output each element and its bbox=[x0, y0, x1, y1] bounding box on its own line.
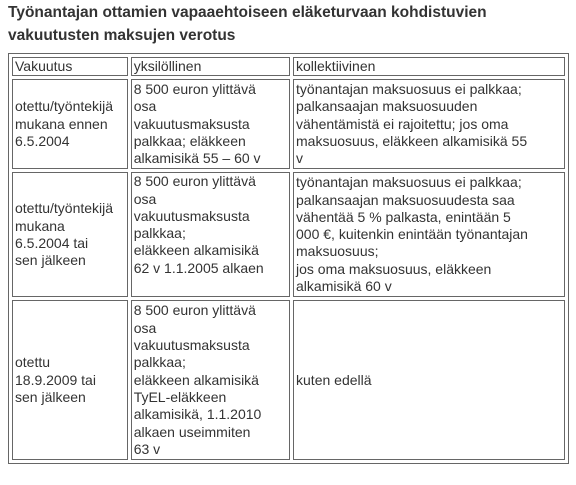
cell-yksilollinen bbox=[131, 172, 290, 297]
cell-line: palkansaajan maksuosuudesta saa bbox=[296, 191, 515, 208]
cell-line: työnantajan maksuosuus ei palkkaa; bbox=[296, 81, 522, 98]
cell-line: jos oma maksuosuus, eläkkeen bbox=[296, 260, 492, 277]
title-line-2: vakuutusten maksujen verotus bbox=[8, 27, 236, 44]
cell-line: maksuosuus, eläkkeen alkamisikä 55 bbox=[296, 132, 528, 149]
cell-line: sen jälkeen bbox=[15, 388, 86, 405]
page-title bbox=[8, 1, 568, 47]
cell-line: osa bbox=[133, 319, 157, 336]
cell-line: v bbox=[296, 150, 304, 167]
cell-line: alkamisikä 60 v bbox=[296, 278, 392, 295]
cell-kollektiivinen bbox=[293, 300, 565, 460]
cell-line: 62 v 1.1.2005 alkaen bbox=[133, 259, 264, 276]
cell-line: otettu bbox=[15, 354, 51, 371]
table-row bbox=[12, 300, 565, 460]
cell-line: maksuosuus; bbox=[296, 243, 379, 260]
cell-line: alkamisikä, 1.1.2010 bbox=[133, 406, 262, 423]
cell-line: alkaen useimmiten bbox=[133, 423, 251, 440]
cell-line: 6.5.2004 tai bbox=[15, 234, 89, 251]
cell-line: työnantajan maksuosuus ei palkkaa; bbox=[296, 174, 522, 191]
title-line-1: Työnantajan ottamien vapaaehtoiseen eläketurvaan kohdistuvien bbox=[8, 4, 487, 21]
cell-line: palkansaajan maksuosuuden bbox=[296, 98, 478, 115]
cell-line: otettu/työntekijä bbox=[15, 98, 114, 115]
cell-line: vakuutusmaksusta bbox=[133, 337, 250, 354]
cell-line: osa bbox=[133, 190, 157, 207]
cell-line: 6.5.2004 bbox=[15, 132, 70, 149]
cell-vakuutus bbox=[12, 79, 128, 169]
cell-yksilollinen bbox=[131, 300, 290, 460]
cell-yksilollinen bbox=[131, 79, 290, 169]
cell-line: palkkaa; eläkkeen bbox=[133, 132, 246, 149]
cell-line: 000 €, kuitenkin enintään työnantajan bbox=[296, 226, 528, 243]
cell-kollektiivinen bbox=[293, 79, 565, 169]
cell-line: vähentää 5 % palkasta, enintään 5 bbox=[296, 208, 511, 225]
cell-line: 8 500 euron ylittävä bbox=[133, 81, 256, 98]
cell-line: kuten edellä bbox=[296, 371, 372, 388]
cell-line: mukana ennen bbox=[15, 115, 108, 132]
table-row bbox=[12, 172, 565, 297]
cell-line: 18.9.2009 tai bbox=[15, 371, 96, 388]
cell-line: 63 v bbox=[133, 440, 161, 457]
table-header-row bbox=[12, 57, 565, 76]
header-yksilollinen: yksilöllinen bbox=[131, 57, 290, 76]
cell-line: osa bbox=[133, 98, 157, 115]
cell-line: 8 500 euron ylittävä bbox=[133, 302, 256, 319]
cell-kollektiivinen bbox=[293, 172, 565, 297]
cell-line: sen jälkeen bbox=[15, 252, 86, 269]
cell-line: palkkaa; bbox=[133, 354, 186, 371]
cell-line: vakuutusmaksusta bbox=[133, 115, 250, 132]
cell-line: alkamisikä 55 – 60 v bbox=[133, 150, 261, 167]
cell-line: TyEL-eläkkeen bbox=[133, 388, 227, 405]
cell-line: otettu/työntekijä bbox=[15, 200, 114, 217]
cell-vakuutus bbox=[12, 172, 128, 297]
cell-line: vakuutusmaksusta bbox=[133, 207, 250, 224]
cell-vakuutus bbox=[12, 300, 128, 460]
cell-line: mukana bbox=[15, 217, 65, 234]
cell-line: vähentämistä ei rajoitettu; jos oma bbox=[296, 115, 509, 132]
cell-line: eläkkeen alkamisikä bbox=[133, 371, 259, 388]
table-row bbox=[12, 79, 565, 169]
header-vakuutus: Vakuutus bbox=[12, 57, 128, 76]
tax-table bbox=[8, 53, 569, 464]
cell-line: 8 500 euron ylittävä bbox=[133, 173, 256, 190]
cell-line: palkkaa; bbox=[133, 225, 186, 242]
cell-line: eläkkeen alkamisikä bbox=[133, 242, 259, 259]
header-kollektiivinen: kollektiivinen bbox=[293, 57, 565, 76]
